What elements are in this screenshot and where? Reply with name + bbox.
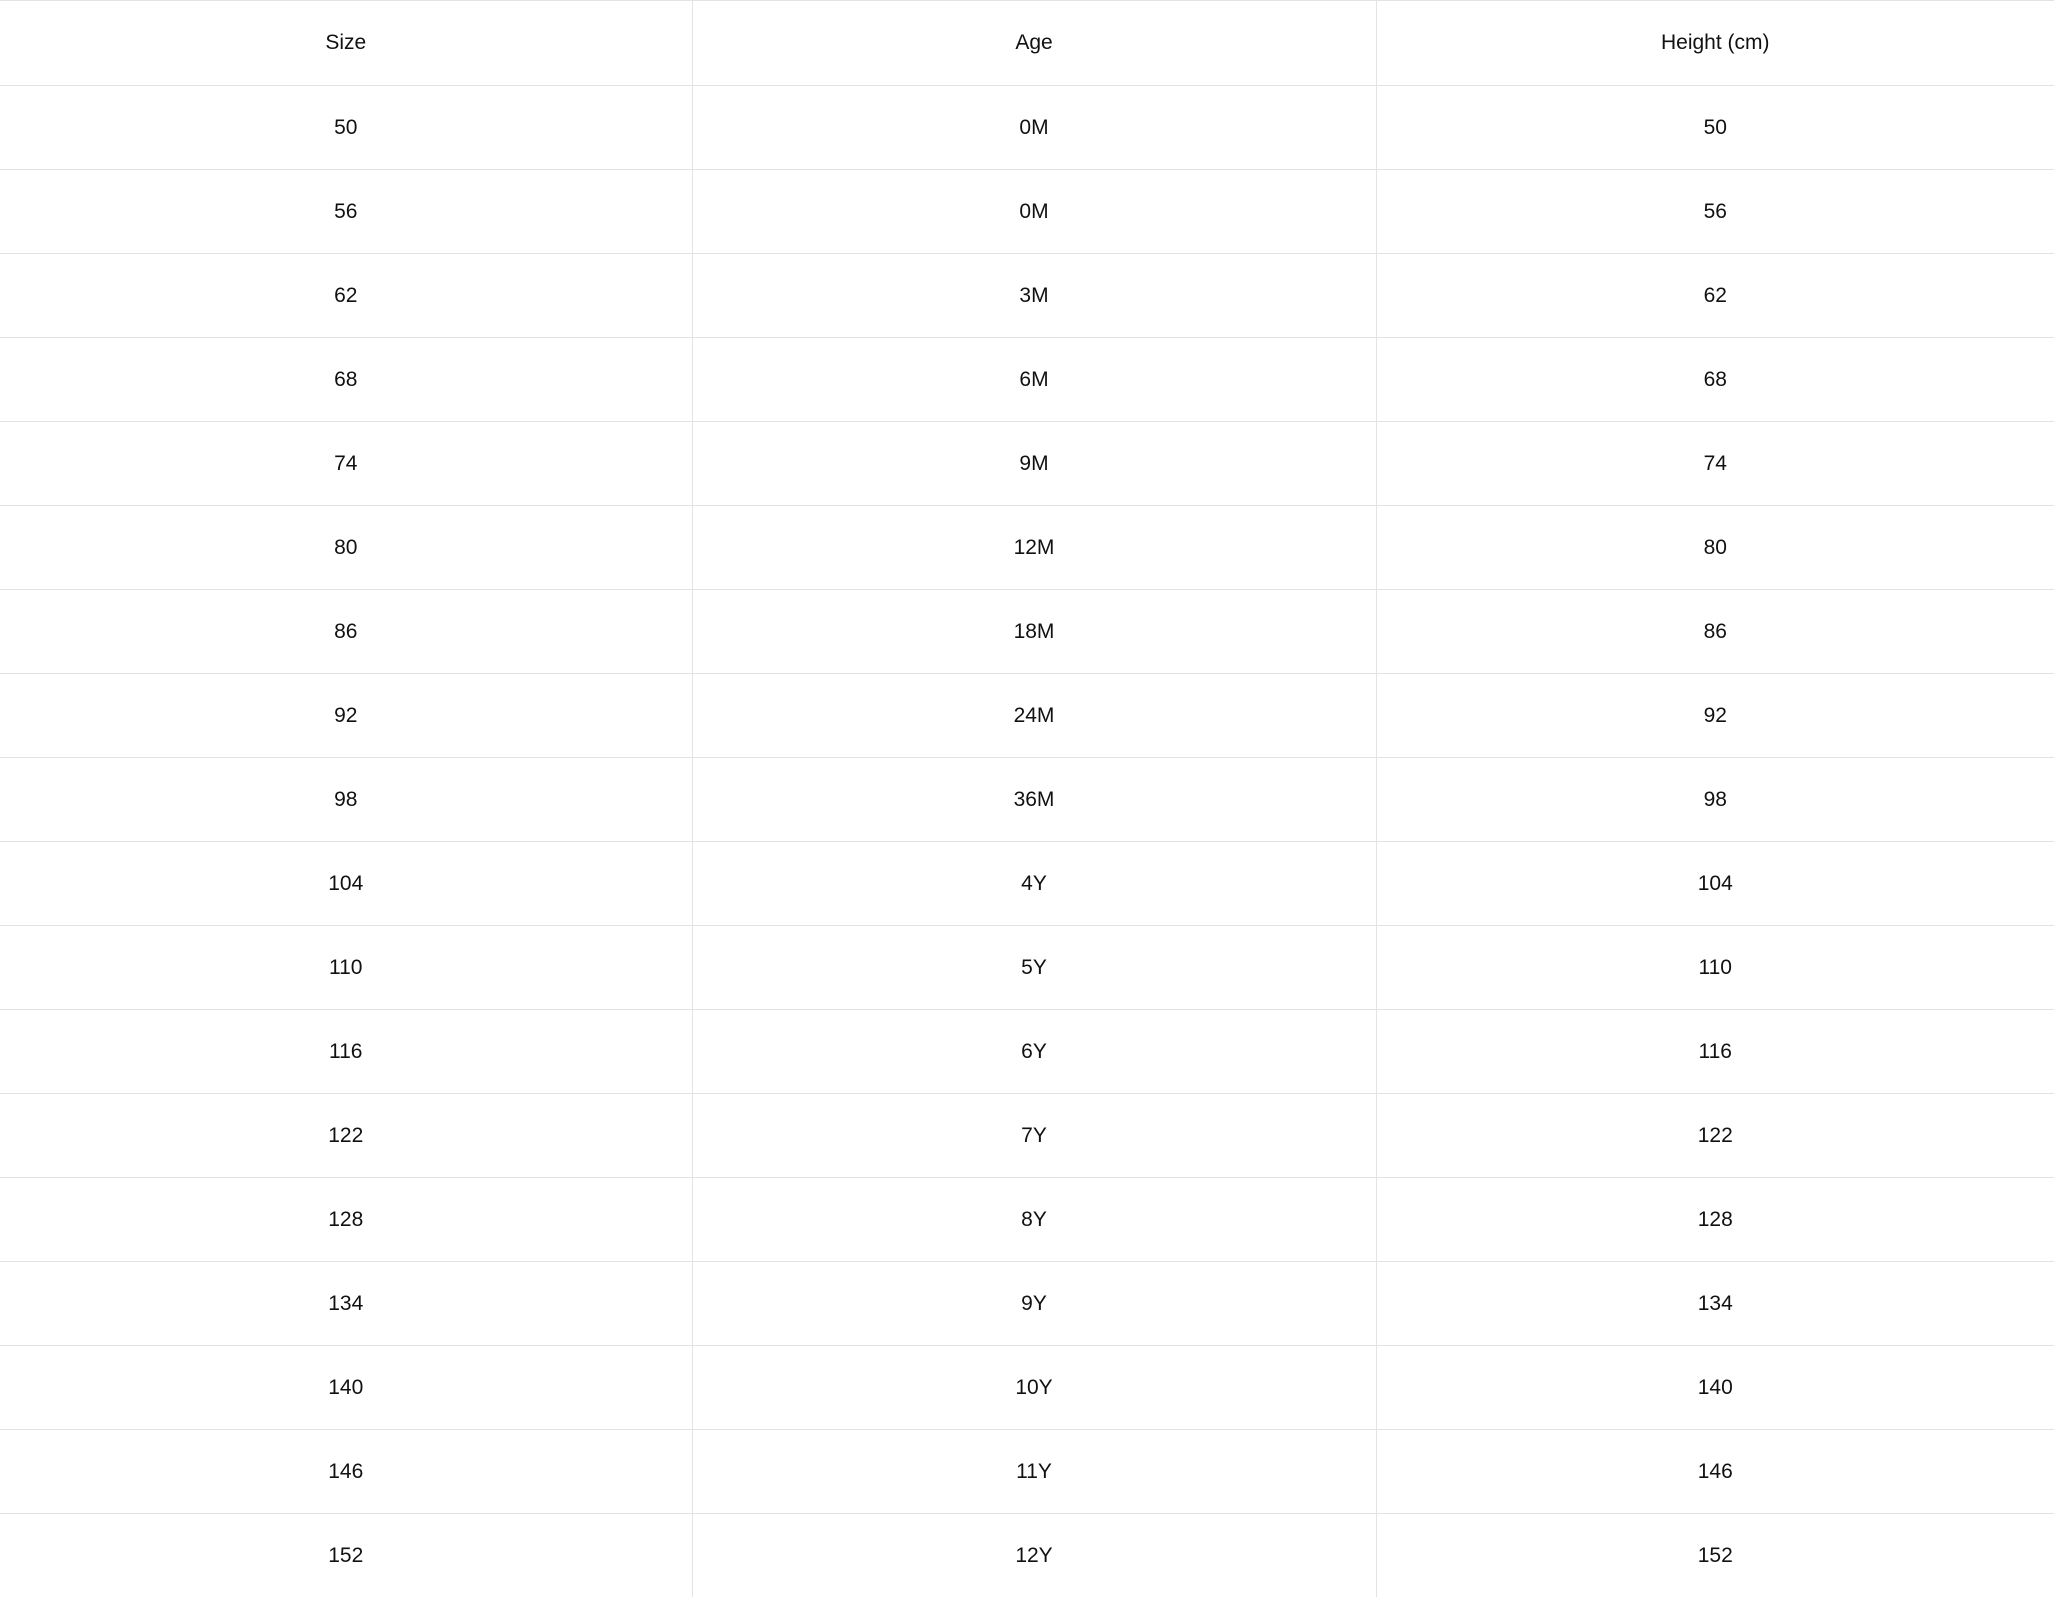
column-header-age: Age bbox=[692, 1, 1376, 86]
table-cell-age: 12Y bbox=[692, 1514, 1376, 1597]
table-cell-age: 3M bbox=[692, 254, 1376, 338]
table-row bbox=[0, 170, 2054, 254]
table-cell-size: 56 bbox=[0, 170, 692, 254]
table-cell-height: 128 bbox=[1376, 1178, 2054, 1262]
table-cell-height: 110 bbox=[1376, 926, 2054, 1010]
table-cell-age: 4Y bbox=[692, 842, 1376, 926]
table-cell-age: 18M bbox=[692, 590, 1376, 674]
column-header-size: Size bbox=[0, 1, 692, 86]
table-row bbox=[0, 506, 2054, 590]
table-cell-height: 140 bbox=[1376, 1346, 2054, 1430]
table-cell-height: 104 bbox=[1376, 842, 2054, 926]
table-row bbox=[0, 1346, 2054, 1430]
table-cell-age: 24M bbox=[692, 674, 1376, 758]
table-cell-height: 122 bbox=[1376, 1094, 2054, 1178]
table-row bbox=[0, 842, 2054, 926]
table-cell-size: 110 bbox=[0, 926, 692, 1010]
table-row bbox=[0, 674, 2054, 758]
table-cell-age: 36M bbox=[692, 758, 1376, 842]
table-cell-age: 11Y bbox=[692, 1430, 1376, 1514]
table-cell-size: 116 bbox=[0, 1010, 692, 1094]
table-header bbox=[0, 1, 2054, 86]
table-cell-size: 122 bbox=[0, 1094, 692, 1178]
table-cell-age: 6M bbox=[692, 338, 1376, 422]
table-cell-height: 56 bbox=[1376, 170, 2054, 254]
table-cell-height: 50 bbox=[1376, 86, 2054, 170]
table-cell-size: 98 bbox=[0, 758, 692, 842]
table-row bbox=[0, 590, 2054, 674]
table-cell-height: 98 bbox=[1376, 758, 2054, 842]
table-row bbox=[0, 338, 2054, 422]
table-cell-height: 152 bbox=[1376, 1514, 2054, 1597]
table-body bbox=[0, 86, 2054, 1597]
table-cell-size: 68 bbox=[0, 338, 692, 422]
table-cell-height: 86 bbox=[1376, 590, 2054, 674]
table-cell-size: 86 bbox=[0, 590, 692, 674]
table-cell-age: 9M bbox=[692, 422, 1376, 506]
table-cell-height: 134 bbox=[1376, 1262, 2054, 1346]
table-row bbox=[0, 1010, 2054, 1094]
table-cell-height: 146 bbox=[1376, 1430, 2054, 1514]
table-cell-size: 104 bbox=[0, 842, 692, 926]
table-cell-height: 92 bbox=[1376, 674, 2054, 758]
table-row bbox=[0, 926, 2054, 1010]
table-cell-age: 0M bbox=[692, 86, 1376, 170]
table-header-row bbox=[0, 1, 2054, 86]
table-cell-age: 9Y bbox=[692, 1262, 1376, 1346]
table-row bbox=[0, 1430, 2054, 1514]
column-header-height: Height (cm) bbox=[1376, 1, 2054, 86]
table-row bbox=[0, 254, 2054, 338]
table-row bbox=[0, 758, 2054, 842]
table-cell-age: 6Y bbox=[692, 1010, 1376, 1094]
table-cell-size: 140 bbox=[0, 1346, 692, 1430]
table-cell-size: 50 bbox=[0, 86, 692, 170]
table-row bbox=[0, 86, 2054, 170]
table-row bbox=[0, 1262, 2054, 1346]
table-cell-height: 68 bbox=[1376, 338, 2054, 422]
table-cell-size: 152 bbox=[0, 1514, 692, 1597]
table-row bbox=[0, 422, 2054, 506]
table-cell-age: 10Y bbox=[692, 1346, 1376, 1430]
table-cell-age: 5Y bbox=[692, 926, 1376, 1010]
table-cell-age: 7Y bbox=[692, 1094, 1376, 1178]
table-cell-size: 80 bbox=[0, 506, 692, 590]
table-cell-size: 74 bbox=[0, 422, 692, 506]
table-cell-height: 80 bbox=[1376, 506, 2054, 590]
table-row bbox=[0, 1514, 2054, 1597]
table-cell-age: 12M bbox=[692, 506, 1376, 590]
table-cell-size: 62 bbox=[0, 254, 692, 338]
table-cell-size: 146 bbox=[0, 1430, 692, 1514]
table-row bbox=[0, 1094, 2054, 1178]
table-row bbox=[0, 1178, 2054, 1262]
table-cell-age: 8Y bbox=[692, 1178, 1376, 1262]
table-cell-size: 128 bbox=[0, 1178, 692, 1262]
table-cell-size: 92 bbox=[0, 674, 692, 758]
table-cell-size: 134 bbox=[0, 1262, 692, 1346]
table-cell-height: 116 bbox=[1376, 1010, 2054, 1094]
table-cell-age: 0M bbox=[692, 170, 1376, 254]
table-cell-height: 74 bbox=[1376, 422, 2054, 506]
table-cell-height: 62 bbox=[1376, 254, 2054, 338]
